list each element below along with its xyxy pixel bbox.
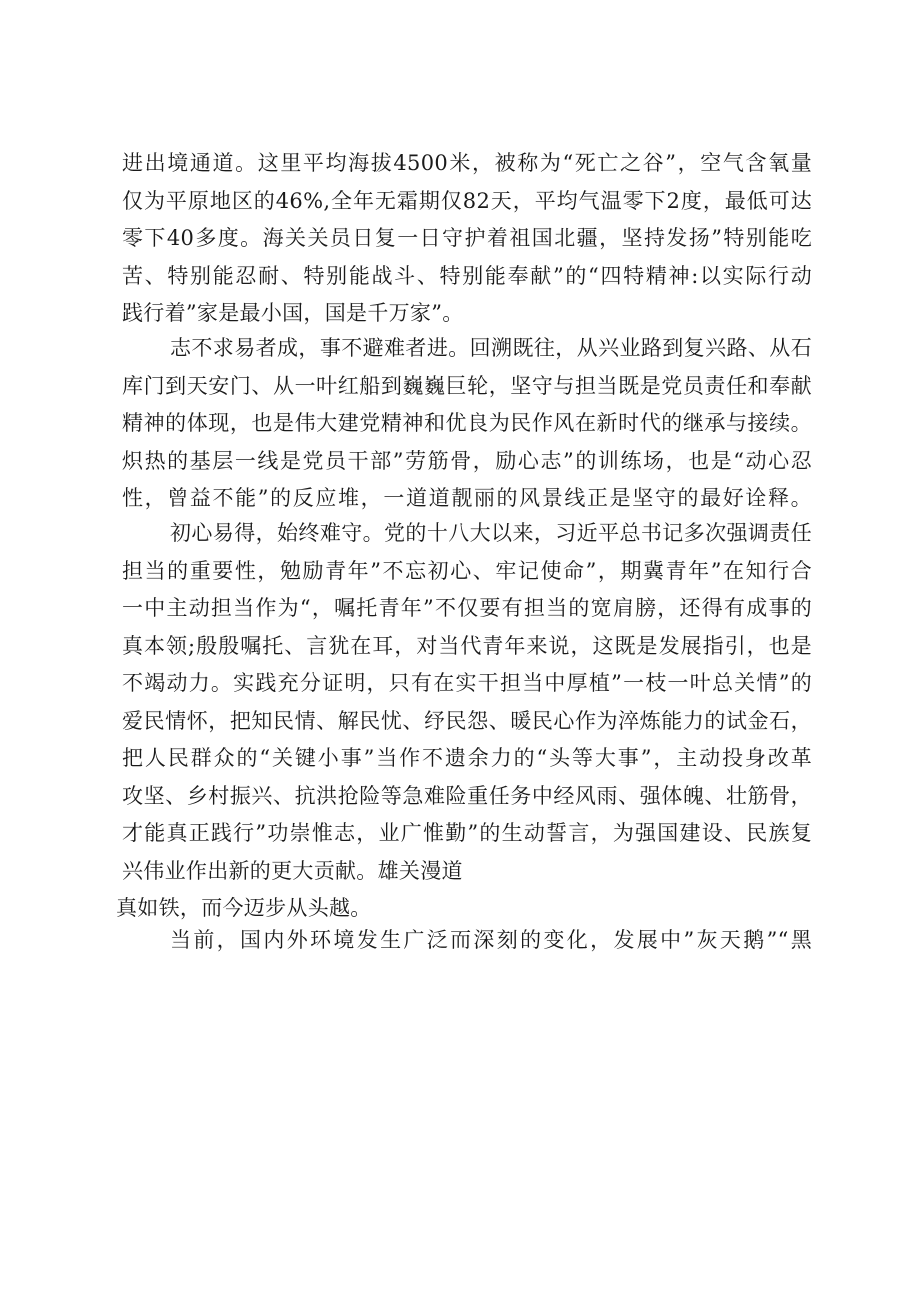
paragraph-1 [122,145,812,333]
text-line: 库门到天安门、从一叶红船到巍巍巨轮，坚守与担当既是党员责任和奉献 [122,373,812,398]
text-line: 志不求易者成，事不避难者进。回溯既往，从兴业路到复兴路、从石 [170,336,812,360]
text-line: 把人民群众的“关键小事”当作不遗余力的“头等大事”，主动投身改革 [122,746,812,770]
text-line: 仅为平原地区的46%,全年无霜期仅82天，平均气温零下2度，最低可达 [122,188,812,213]
text-line: 兴伟业作出新的更大贡献。雄关漫道 [122,858,463,883]
text-line: 真本领;殷殷嘱托、言犹在耳，对当代青年来说，这既是发展指引，也是 [122,633,812,658]
paragraph-2 [122,330,812,518]
text-line: 当前，国内外环境发生广泛而深刻的变化，发展中”灰天鹅”“黑 [170,928,812,952]
text-line: 真如铁，而今迈步从头越。 [116,896,372,920]
text-line: 性，曾益不能”的反应堆，一道道靓丽的风景线正是坚守的最好诠释。 [122,486,812,510]
text-line: 进出境通道。这里平均海拔4500米，被称为“死亡之谷”，空气含氧量 [122,151,812,175]
text-line: 一中主动担当作为“，嘱托青年”不仅要有担当的宽肩膀，还得有成事的 [122,596,812,620]
text-line: 爱民情怀，把知民情、解民忧、纾民怨、暖民心作为淬炼能力的试金石， [122,708,812,733]
paragraph-3 [116,515,812,928]
text-line: 苦、特别能忍耐、特别能战斗、特别能奉献”的“四特精神:以实际行动 [122,263,812,288]
text-line: 攻坚、乡村振兴、抗洪抢险等急难险重任务中经风雨、强体魄、壮筋骨， [122,783,812,808]
text-line: 零下40多度。海关关员日复一日守护着祖国北疆，坚持发扬”特别能吃 [122,226,812,250]
text-line: 才能真正践行”功崇惟志，业广惟勤”的生动誓言，为强国建设、民族复 [122,821,812,845]
text-line: 精神的体现，也是伟大建党精神和优良为民作风在新时代的继承与接续。 [122,411,812,435]
text-line: 践行着”家是最小国，国是千万家”。 [122,301,464,325]
text-line: 炽热的基层一线是党员干部”劳筋骨，励心志”的训练场，也是“动心忍 [122,448,812,473]
text-line: 不竭动力。实践充分证明，只有在实干担当中厚植”一枝一叶总关情”的 [122,671,812,695]
text-line: 担当的重要性，勉励青年”不忘初心、牢记使命”，期冀青年”在知行合 [122,558,812,583]
paragraph-4 [122,922,812,960]
text-line: 初心易得，始终难守。党的十八大以来，习近平总书记多次强调责任 [170,521,812,545]
